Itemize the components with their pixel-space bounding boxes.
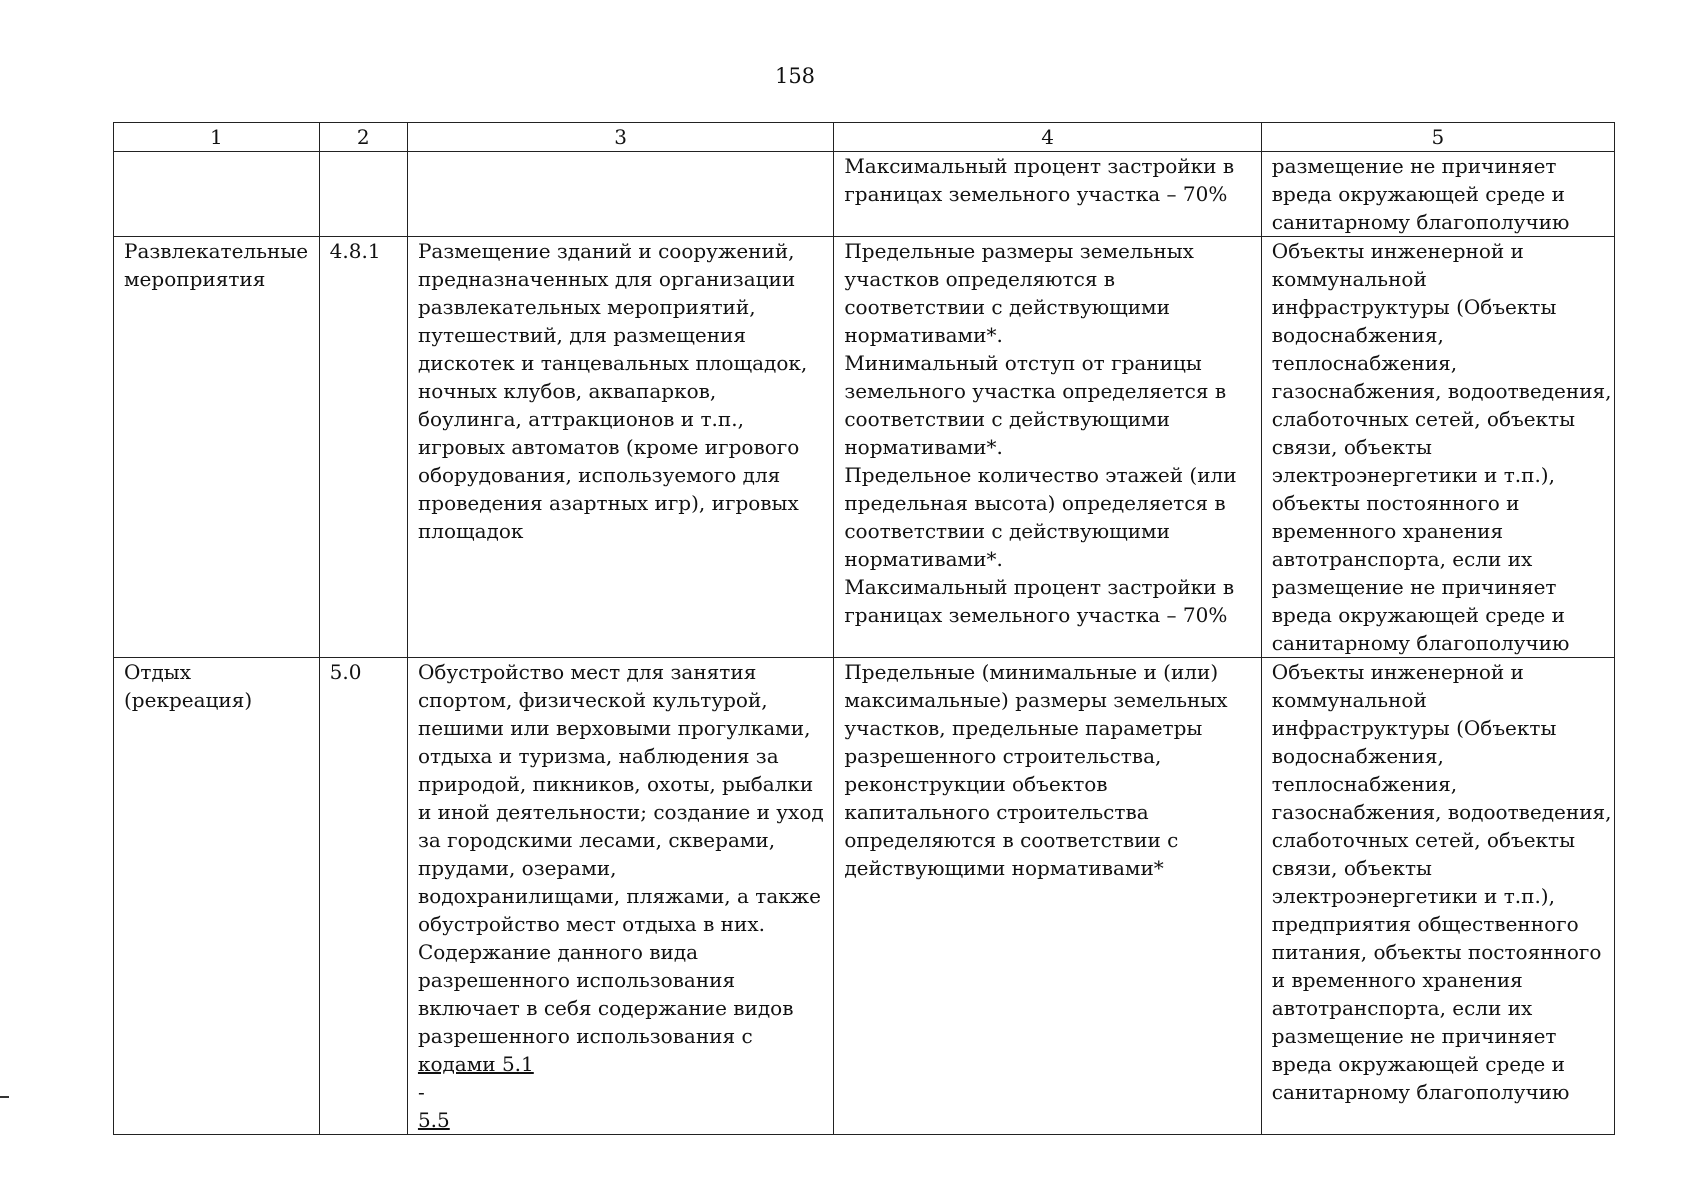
text-line: водоснабжения,: [1271, 323, 1444, 347]
header-cell: 2: [319, 123, 407, 152]
row0-col4: [834, 152, 1261, 237]
text-line: нормативами*.: [844, 435, 1003, 459]
text-line: и временного хранения: [1271, 968, 1523, 992]
text-line: разрешенного строительства,: [844, 744, 1162, 768]
auxiliary-uses-cell: [1261, 237, 1614, 658]
text-line: земельного участка определяется в: [844, 379, 1227, 403]
text-line: санитарному благополучию: [1271, 1080, 1570, 1104]
text-line: границах земельного участка – 70%: [844, 603, 1228, 627]
table-row: [114, 658, 1615, 1135]
text-line: прудами, озерами,: [417, 856, 617, 880]
text-line: связи, объекты: [1271, 856, 1432, 880]
text-line: Объекты инженерной и: [1271, 239, 1524, 263]
text-line: соответствии с действующими: [844, 295, 1170, 319]
text-line: спортом, физической культурой,: [417, 688, 768, 712]
text-line: объекты постоянного и: [1271, 491, 1520, 515]
text-line: капитального строительства: [844, 800, 1149, 824]
text-line: коммунальной: [1271, 688, 1427, 712]
text-line: Предельное количество этажей (или: [844, 463, 1237, 487]
text-line: разрешенного использования: [417, 968, 736, 992]
text-line: предельная высота) определяется в: [844, 491, 1226, 515]
text-line: Обустройство мест для занятия: [417, 660, 757, 684]
row0-col5: [1261, 152, 1614, 237]
text-line: Отдых: [124, 660, 191, 684]
text-line: Минимальный отступ от границы: [844, 351, 1202, 375]
use-code-cell: 4.8.1: [319, 237, 407, 658]
text-line: и иной деятельности; создание и уход: [417, 800, 824, 824]
text-line: Максимальный процент застройки в: [844, 575, 1235, 599]
text-line: коммунальной: [1271, 267, 1427, 291]
text-line: мероприятия: [124, 267, 266, 291]
text-line: санитарному благополучию: [1271, 210, 1570, 234]
text-line: теплоснабжения,: [1271, 772, 1458, 796]
text-line: инфраструктуры (Объекты: [1271, 716, 1557, 740]
text-line: нормативами*.: [844, 323, 1003, 347]
code-link-5-5[interactable]: 5.5: [417, 1108, 450, 1132]
header-cell: 5: [1261, 123, 1614, 152]
text-line: (рекреация): [124, 688, 253, 712]
text-line: размещение не причиняет: [1271, 1024, 1557, 1048]
text-line: газоснабжения, водоотведения,: [1271, 800, 1612, 824]
text-line: разрешенного использования с: [417, 1024, 753, 1048]
text-line: слаботочных сетей, объекты: [1271, 828, 1576, 852]
auxiliary-uses-cell: [1261, 658, 1614, 1135]
text-line: участков, предельные параметры: [844, 716, 1203, 740]
text-line: Предельные (минимальные и (или): [844, 660, 1219, 684]
text-line: природой, пикников, охоты, рыбалки: [417, 772, 814, 796]
margin-mark: [0, 1096, 9, 1098]
text-line: инфраструктуры (Объекты: [1271, 295, 1557, 319]
text-line: границах земельного участка – 70%: [844, 182, 1228, 206]
text-line: Объекты инженерной и: [1271, 660, 1524, 684]
text-line: Предельные размеры земельных: [844, 239, 1194, 263]
text-line: слаботочных сетей, объекты: [1271, 407, 1576, 431]
text-line: максимальные) размеры земельных: [844, 688, 1228, 712]
page-number: 158: [774, 64, 816, 88]
land-use-table: [113, 122, 1615, 1135]
text-line: действующими нормативами*: [844, 856, 1164, 880]
parameters-cell: [834, 237, 1261, 658]
text-line: включает в себя содержание видов: [417, 996, 794, 1020]
table-header-row: [114, 123, 1615, 152]
text-line: связи, объекты: [1271, 435, 1432, 459]
row0-col1: [114, 152, 320, 237]
text-line: вреда окружающей среде и: [1271, 603, 1565, 627]
text-line: участков определяются в: [844, 267, 1116, 291]
use-description-cell: [407, 658, 833, 1135]
text-line: дискотек и танцевальных площадок,: [417, 351, 808, 375]
table-row: [114, 152, 1615, 237]
text-line: санитарному благополучию: [1271, 631, 1570, 655]
use-name-cell: [114, 658, 320, 1135]
text-line: размещение не причиняет: [1271, 575, 1557, 599]
table-row: [114, 237, 1615, 658]
header-cell: 3: [407, 123, 833, 152]
header-cell: 4: [834, 123, 1261, 152]
text-line: Содержание данного вида: [417, 940, 699, 964]
text-line: ночных клубов, аквапарков,: [417, 379, 717, 403]
parameters-cell: [834, 658, 1261, 1135]
code-range-separator: -: [417, 1080, 425, 1104]
text-line: Размещение зданий и сооружений,: [417, 239, 795, 263]
use-code-cell: 5.0: [319, 658, 407, 1135]
text-line: автотранспорта, если их: [1271, 996, 1533, 1020]
text-line: отдыха и туризма, наблюдения за: [417, 744, 779, 768]
text-line: Максимальный процент застройки в: [844, 154, 1235, 178]
text-line: нормативами*.: [844, 547, 1003, 571]
text-line: реконструкции объектов: [844, 772, 1108, 796]
text-line: оборудования, используемого для: [417, 463, 781, 487]
row0-col3: [407, 152, 833, 237]
text-line: путешествий, для размещения: [417, 323, 746, 347]
text-line: Развлекательные: [124, 239, 309, 263]
text-line: предназначенных для организации: [417, 267, 796, 291]
code-link-5-1[interactable]: кодами 5.1: [417, 1052, 534, 1076]
text-line: проведения азартных игр), игровых: [417, 491, 799, 515]
text-line: газоснабжения, водоотведения,: [1271, 379, 1612, 403]
use-description-cell: [407, 237, 833, 658]
header-cell: 1: [114, 123, 320, 152]
text-line: вреда окружающей среде и: [1271, 182, 1565, 206]
text-line: питания, объекты постоянного: [1271, 940, 1602, 964]
text-line: электроэнергетики и т.п.),: [1271, 884, 1555, 908]
text-line: электроэнергетики и т.п.),: [1271, 463, 1555, 487]
text-line: размещение не причиняет: [1271, 154, 1557, 178]
text-line: теплоснабжения,: [1271, 351, 1458, 375]
text-line: пешими или верховыми прогулками,: [417, 716, 811, 740]
text-line: водоснабжения,: [1271, 744, 1444, 768]
text-line: определяются в соответствии с: [844, 828, 1179, 852]
text-line: водохранилищами, пляжами, а также: [417, 884, 821, 908]
text-line: соответствии с действующими: [844, 519, 1170, 543]
text-line: площадок: [417, 519, 524, 543]
text-line: боулинга, аттракционов и т.п.,: [417, 407, 744, 431]
text-line: автотранспорта, если их: [1271, 547, 1533, 571]
text-line: игровых автоматов (кроме игрового: [417, 435, 800, 459]
use-name-cell: [114, 237, 320, 658]
text-line: временного хранения: [1271, 519, 1504, 543]
text-line: развлекательных мероприятий,: [417, 295, 756, 319]
description-lines: [418, 658, 823, 1050]
text-line: за городскими лесами, скверами,: [417, 828, 776, 852]
text-line: обустройство мест отдыха в них.: [417, 912, 765, 936]
text-line: предприятия общественного: [1271, 912, 1579, 936]
text-line: вреда окружающей среде и: [1271, 1052, 1565, 1076]
row0-col2: [319, 152, 407, 237]
text-line: соответствии с действующими: [844, 407, 1170, 431]
